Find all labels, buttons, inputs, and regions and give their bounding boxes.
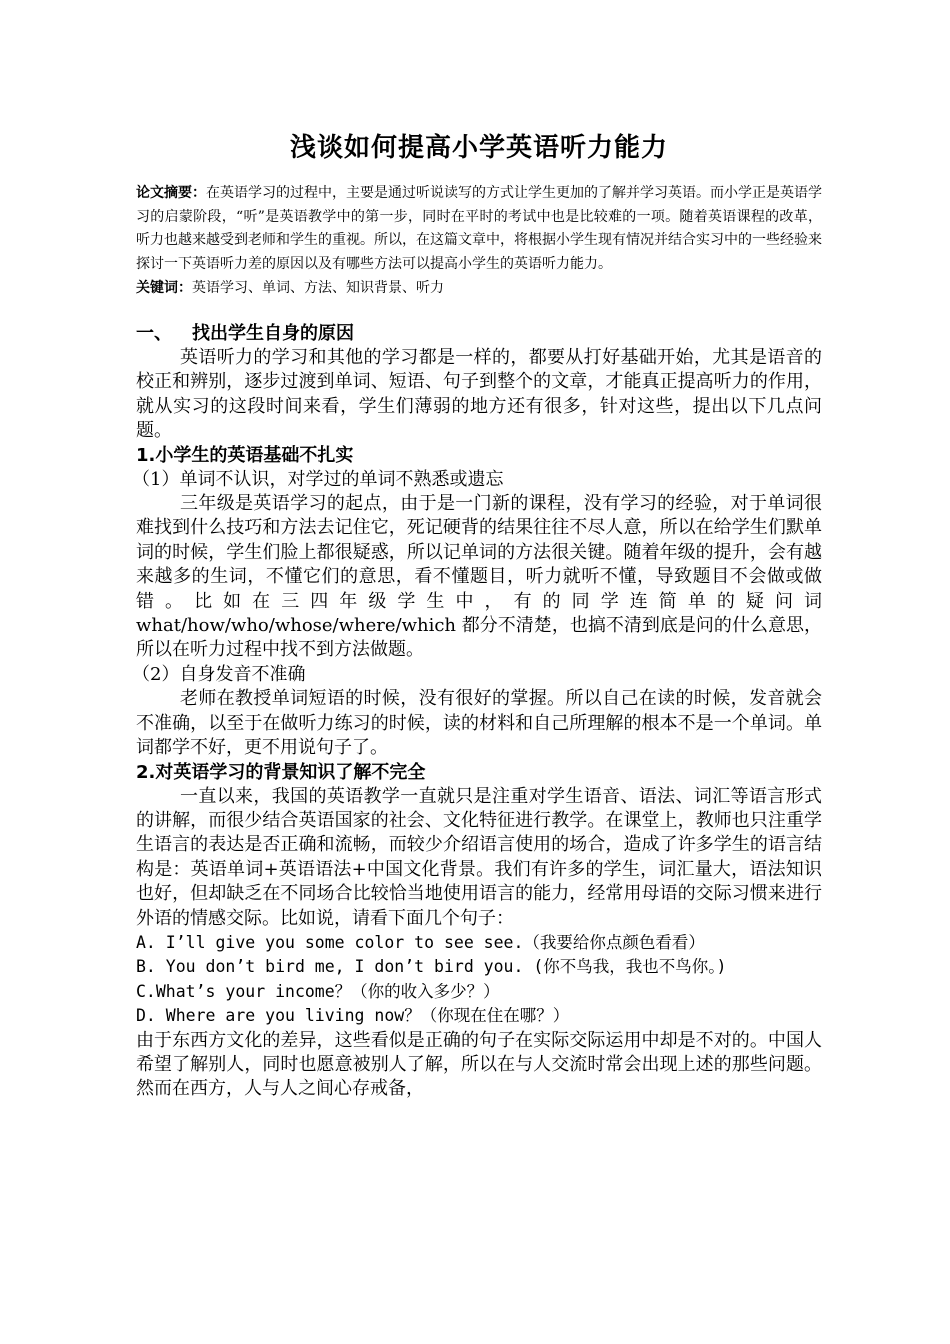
keywords-label: 关键词： [136, 280, 192, 296]
subsection-text-2: 一直以来，我国的英语教学一直就只是注重对学生语音、语法、词汇等语言形式的讲解，而很少结合英语国家的社会、文化特征进行教学。在课堂上，教师也只注重学生语言的表达是否正确和流畅，而较少介绍语言使用的场合，造成了许多学生的语言结构是：英语单词+英语语法+中国文化背景。我们有许多的学生，词汇量大，语法知识也好，但却缺乏在不同场合比较恰当地使用语言的能力，经常用母语的交际习惯来进行外语的情感交际。比如说，请看下面几个句子： [136, 785, 822, 929]
section-intro: 英语听力的学习和其他的学习都是一样的，都要从打好基础开始，尤其是语音的校正和辨别，逐步过渡到单词、短语、句子到整个的文章，才能真正提高听力的作用，就从实习的这段时间来看，学生们薄弱的地方还有很多，针对这些，提出以下几点问题。 [136, 347, 822, 442]
example-sentence-c: C.What’s your income？（你的收入多少？） [136, 981, 500, 1001]
document-page [132, 128, 822, 1102]
closing-paragraph: 由于东西方文化的差异，这些看似是正确的句子在实际交际运用中却是不对的。中国人希望了解别人，同时也愿意被别人了解，所以在与人交流时常会出现上述的那些问题。然而在西方，人与人之间心存戒备， [136, 1029, 822, 1100]
keywords-text: 英语学习、单词、方法、知识背景、听力 [192, 280, 444, 296]
item-text-1: 三年级是英语学习的起点，由于是一门新的课程，没有学习的经验，对于单词很难找到什么技巧和方法去记住它，死记硬背的结果往往不尽人意，所以在给学生们默单词的时候，学生们脸上都很疑惑，所以记单词的方法很关键。随着年级的提升，会有越来越多的生词，不懂它们的意思，看不懂题目，听力就听不懂，导致题目不会做或做错。比如在三四年级学生中，有的同学连简单的疑问词 what/how/who/whose/where/which 都分不清楚，也搞不清到底是问的什么意思，所以在听力过程中找不到方法做题。 [136, 493, 822, 661]
item-text-2: 老师在教授单词短语的时候，没有很好的掌握。所以自己在读的时候，发音就会不准确，以至于在做听力练习的时候，读的材料和自己所理解的根本不是一个单词。单词都学不好，更不用说句子了。 [136, 688, 822, 759]
section-number: 一、 [136, 323, 172, 344]
section-title: 找出学生自身的原因 [192, 323, 354, 344]
example-sentence-d: D. Where are you living now？（你现在住在哪？） [136, 1006, 570, 1026]
item-title-1: （1）单词不认识，对学过的单词不熟悉或遗忘 [132, 468, 504, 490]
example-sentence-b: B. You don’t bird me, I don’t bird you. (你不鸟我，我也不鸟你。) [136, 957, 727, 977]
abstract-label: 论文摘要： [136, 185, 206, 201]
document-title: 浅谈如何提高小学英语听力能力 [289, 133, 668, 163]
example-sentence-a: A. I’ll give you some color to see see.（我要给你点颜色看看） [136, 932, 705, 952]
subsection-heading-1: 1.小学生的英语基础不扎实 [136, 444, 354, 466]
keywords [136, 276, 822, 300]
item-title-2: （2）自身发音不准确 [132, 663, 306, 685]
abstract-text: 在英语学习的过程中，主要是通过听说读写的方式让学生更加的了解并学习英语。而小学正是英语学习的启蒙阶段，“听”是英语教学中的第一步，同时在平时的考试中也是比较难的一项。随着英语课程的改革，听力也越来越受到老师和学生的重视。所以，在这篇文章中，将根据小学生现有情况并结合实习中的一些经验来探讨一下英语听力差的原因以及有哪些方法可以提高小学生的英语听力能力。 [136, 185, 822, 272]
subsection-heading-2: 2.对英语学习的背景知识了解不完全 [136, 761, 426, 783]
abstract [136, 182, 822, 276]
section-heading [136, 322, 822, 346]
